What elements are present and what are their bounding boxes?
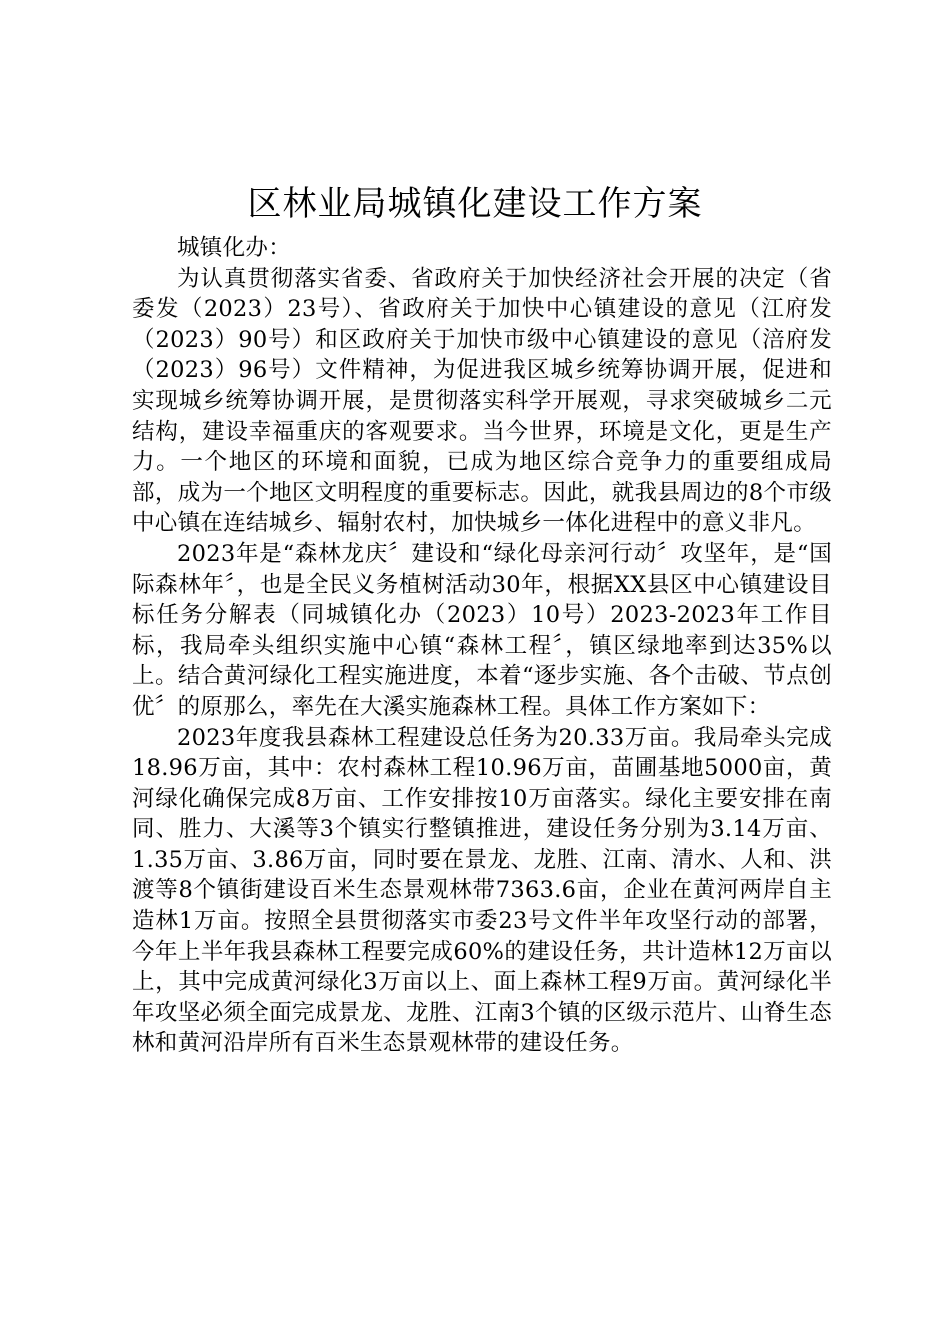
- paragraph: 2023年度我县森林工程建设总任务为20.33万亩。我局牵头完成18.96万亩，其中：农村森林工程10.96万亩，苗圃基地5000亩，黄河绿化确保完成8万亩、工作安排按10万亩落实。绿化主要安排在南同、胜力、大溪等3个镇实行整镇推进，建设任务分别为3.14万亩、1.35万亩、3.86万亩，同时要在景龙、龙胜、江南、清水、人和、洪渡等8个镇街建设百米生态景观林带7363.6亩，企业在黄河两岸自主造林1万亩。按照全县贯彻落实市委23号文件半年攻坚行动的部署，今年上半年我县森林工程要完成60%的建设任务，共计造林12万亩以上，其中完成黄河绿化3万亩以上、面上森林工程9万亩。黄河绿化半年攻坚必须全面完成景龙、龙胜、江南3个镇的区级示范片、山脊生态林和黄河沿岸所有百米生态景观林带的建设任务。: [132, 724, 832, 1057]
- paragraph: 2023年是“森林龙庆〞建设和“绿化母亲河行动〞攻坚年，是“国际森林年〞，也是全民义务植树活动30年，根据XX县区中心镇建设目标任务分解表（同城镇化办（2023）10号）2023-2023年工作目标，我局牵头组织实施中心镇“森林工程〞，镇区绿地率到达35%以上。结合黄河绿化工程实施进度，本着“逐步实施、各个击破、节点创优〞的原那么，率先在大溪实施森林工程。具体工作方案如下：: [132, 540, 832, 720]
- document-title: 区林业局城镇化建设工作方案: [247, 184, 703, 224]
- document-body: [132, 233, 832, 1059]
- paragraph: 为认真贯彻落实省委、省政府关于加快经济社会开展的决定（省委发（2023）23号）、省政府关于加快中心镇建设的意见（江府发（2023）90号）和区政府关于加快市级中心镇建设的意见（涪府发（2023）96号）文件精神，为促进我区城乡统筹协调开展，促进和实现城乡统筹协调开展，是贯彻落实科学开展观，寻求突破城乡二元结构，建设幸福重庆的客观要求。当今世界，环境是文化，更是生产力。一个地区的环境和面貌，已成为地区综合竞争力的重要组成局部，成为一个地区文明程度的重要标志。因此，就我县周边的8个市级中心镇在连结城乡、辐射农村，加快城乡一体化进程中的意义非凡。: [132, 265, 832, 537]
- addressee: 城镇化办：: [177, 235, 292, 261]
